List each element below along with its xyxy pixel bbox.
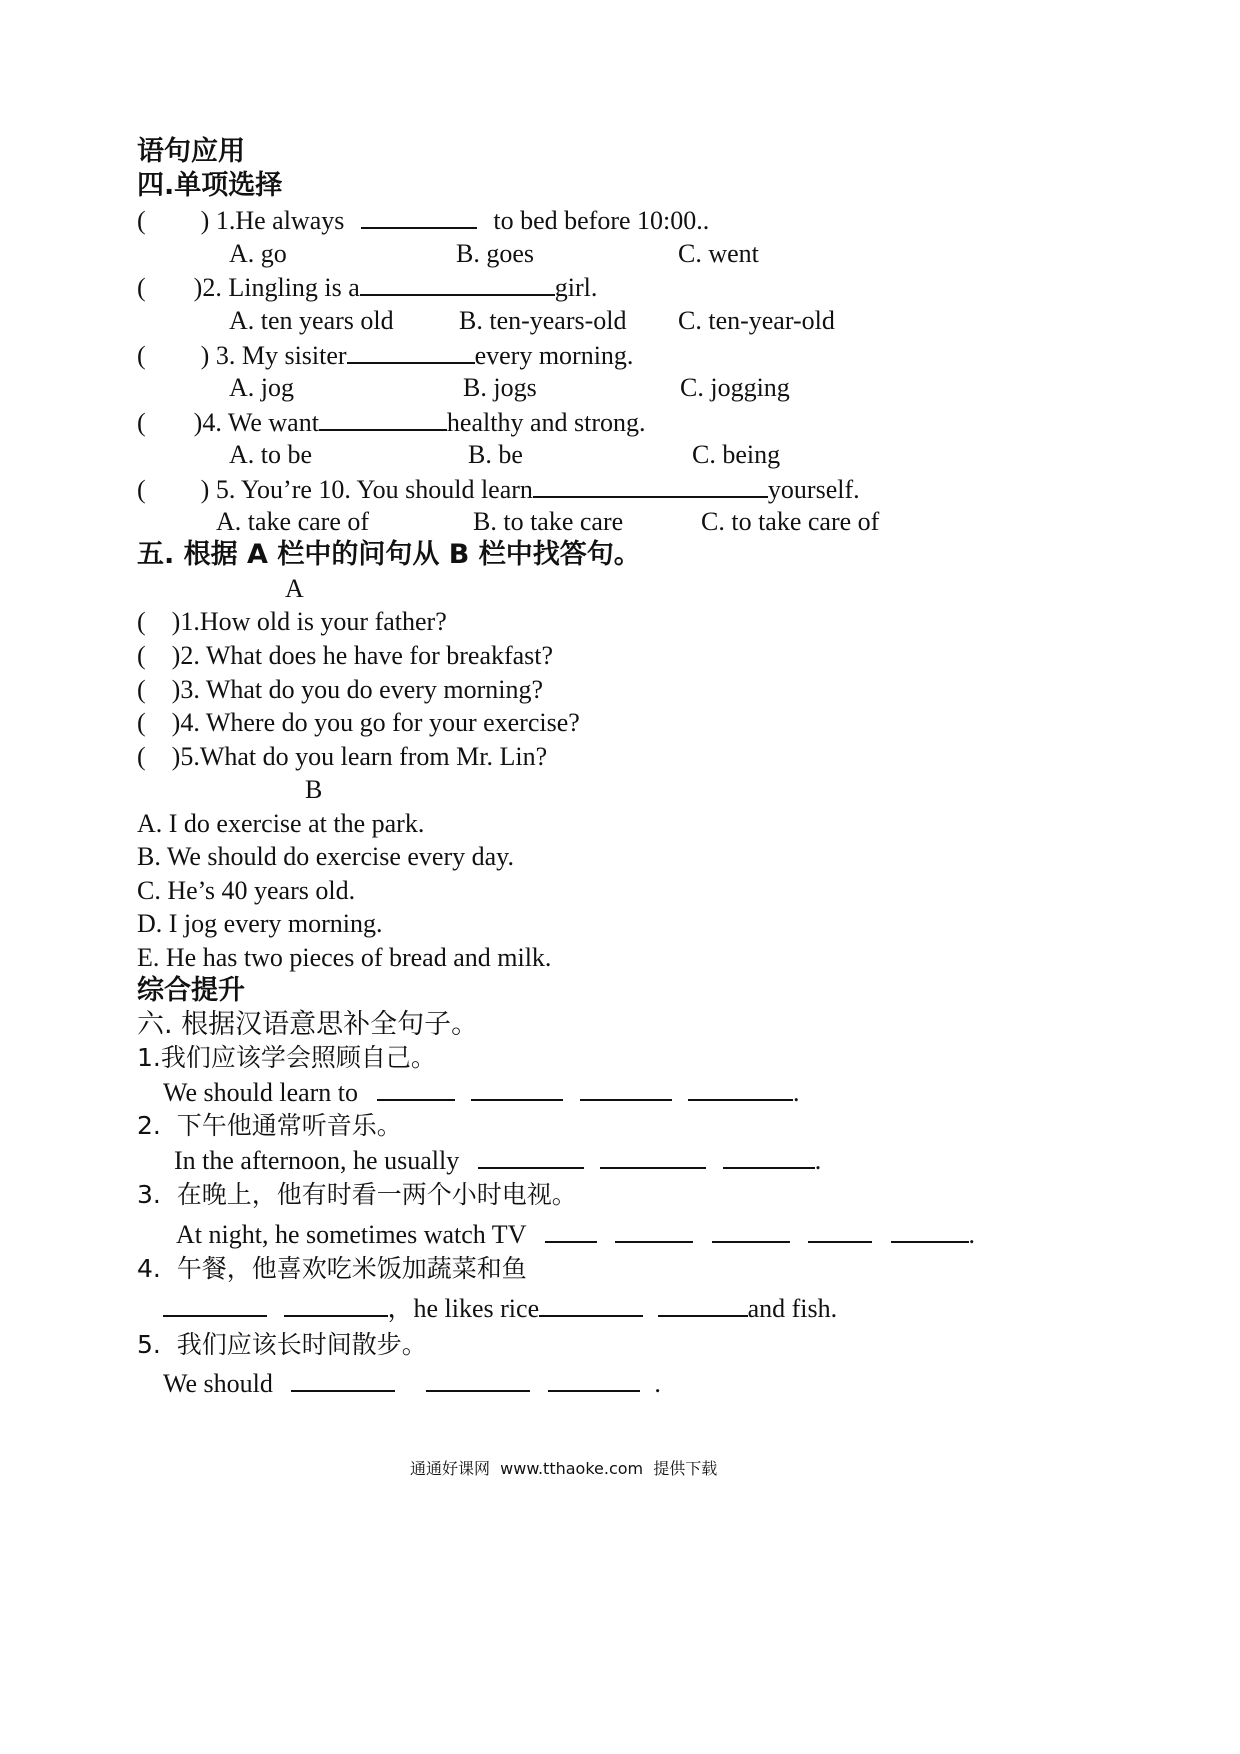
match-question-3: ( )3. What do you do every morning? (137, 675, 544, 704)
q1-option-b: B. goes (456, 239, 534, 268)
q1-text-after: to bed before 10:00.. (493, 206, 710, 235)
q5-text-after: yourself. (767, 475, 860, 504)
q4-option-c: C. being (692, 440, 781, 469)
section-title-comprehensive: 综合提升 (137, 975, 245, 1006)
q4-answer-blank[interactable] (319, 407, 447, 431)
translate-2-blank-2[interactable] (600, 1145, 706, 1169)
match-question-1: ( )1.How old is your father? (137, 607, 447, 636)
translate-3-blank-4[interactable] (808, 1219, 872, 1243)
part5-title: 五. 根据 A 栏中的问句从 B 栏中找答句。 (137, 539, 641, 570)
section-title-sentence-application: 语句应用 (137, 136, 245, 167)
translate-1-chinese: 1.我们应该学会照顾自己。 (137, 1043, 436, 1072)
translate-5-blank-3[interactable] (548, 1368, 640, 1392)
translate-1-blank-2[interactable] (471, 1077, 563, 1101)
q5-line: ( ) 5. You’re 10. You should learn yourself. (137, 475, 860, 504)
translate-3-blank-3[interactable] (712, 1219, 790, 1243)
q2-option-c: C. ten-year-old (678, 306, 835, 335)
translate-4-blank-4[interactable] (658, 1293, 748, 1317)
translate-2-blank-1[interactable] (478, 1145, 584, 1169)
translate-1-english: We should learn to . (163, 1078, 800, 1107)
translate-4-blank-3[interactable] (539, 1293, 643, 1317)
q2-text-after: girl. (554, 273, 598, 302)
q4-line: ( )4. We want healthy and strong. (137, 408, 646, 437)
match-question-5: ( )5.What do you learn from Mr. Lin? (137, 742, 548, 771)
translate-3-blank-1[interactable] (545, 1219, 597, 1243)
q3-option-a: A. jog (229, 373, 294, 402)
q5-option-c: C. to take care of (701, 507, 880, 536)
q3-answer-blank[interactable] (347, 340, 475, 364)
q4-option-b: B. be (468, 440, 523, 469)
translate-4-chinese: 4. 午餐，他喜欢吃米饭加蔬菜和鱼 (137, 1254, 527, 1283)
q1-option-a: A. go (229, 239, 287, 268)
match-answer-c: C. He’s 40 years old. (137, 876, 356, 905)
translate-3-chinese: 3. 在晚上，他有时看一两个小时电视。 (137, 1180, 577, 1209)
translate-1-blank-1[interactable] (377, 1077, 455, 1101)
q5-answer-blank[interactable] (533, 474, 768, 498)
q3-text: 3. My sisiter (215, 341, 347, 370)
translate-1-blank-3[interactable] (580, 1077, 672, 1101)
q1-text: 1.He always (215, 206, 345, 235)
translate-5-english: We should . (163, 1369, 661, 1398)
q3-text-after: every morning. (474, 341, 634, 370)
translate-5-blank-1[interactable] (291, 1368, 395, 1392)
match-answer-d: D. I jog every morning. (137, 909, 383, 938)
translate-2-chinese: 2. 下午他通常听音乐。 (137, 1111, 402, 1140)
q5-text: 5. You’re 10. You should learn (215, 475, 533, 504)
q3-option-c: C. jogging (680, 373, 790, 402)
q1-line: ( ) 1.He always to bed before 10:00.. (137, 206, 710, 235)
q1-answer-blank[interactable] (361, 205, 477, 229)
match-answer-a: A. I do exercise at the park. (137, 809, 425, 838)
match-question-2: ( )2. What does he have for breakfast? (137, 641, 554, 670)
translate-1-blank-4[interactable] (688, 1077, 793, 1101)
translate-4-blank-2[interactable] (284, 1293, 388, 1317)
translate-5-blank-2[interactable] (426, 1368, 530, 1392)
translate-4-english: ，he likes rice and fish. (163, 1293, 837, 1324)
match-answer-e: E. He has two pieces of bread and milk. (137, 943, 552, 972)
q4-text: 4. We want (202, 408, 319, 437)
q3-line: ( ) 3. My sisiter every morning. (137, 341, 634, 370)
q2-line: ( )2. Lingling is a girl. (137, 273, 598, 302)
translate-2-english: In the afternoon, he usually . (174, 1146, 822, 1175)
match-question-4: ( )4. Where do you go for your exercise? (137, 708, 580, 737)
translate-5-chinese: 5. 我们应该长时间散步。 (137, 1330, 427, 1359)
translate-4-blank-1[interactable] (163, 1293, 267, 1317)
q2-answer-blank[interactable] (360, 272, 555, 296)
column-a-label: A (285, 574, 304, 603)
q1-paren: ( (137, 206, 146, 235)
translate-3-english: At night, he sometimes watch TV . (176, 1220, 975, 1249)
column-b-label: B (305, 775, 323, 804)
q4-option-a: A. to be (229, 440, 313, 469)
q5-option-b: B. to take care (473, 507, 624, 536)
q5-option-a: A. take care of (216, 507, 370, 536)
q2-text: 2. Lingling is a (202, 273, 360, 302)
q3-option-b: B. jogs (463, 373, 537, 402)
q2-option-a: A. ten years old (229, 306, 394, 335)
footer-download-note: 通通好课网 www.tthaoke.com 提供下载 (410, 1459, 718, 1478)
q2-option-b: B. ten-years-old (459, 306, 627, 335)
q4-text-after: healthy and strong. (446, 408, 646, 437)
match-answer-b: B. We should do exercise every day. (137, 842, 514, 871)
translate-3-blank-5[interactable] (891, 1219, 969, 1243)
translate-3-blank-2[interactable] (615, 1219, 693, 1243)
q1-option-c: C. went (678, 239, 759, 268)
part4-title: 四.单项选择 (137, 170, 283, 201)
part6-title: 六. 根据汉语意思补全句子。 (137, 1009, 479, 1040)
translate-2-blank-3[interactable] (723, 1145, 815, 1169)
